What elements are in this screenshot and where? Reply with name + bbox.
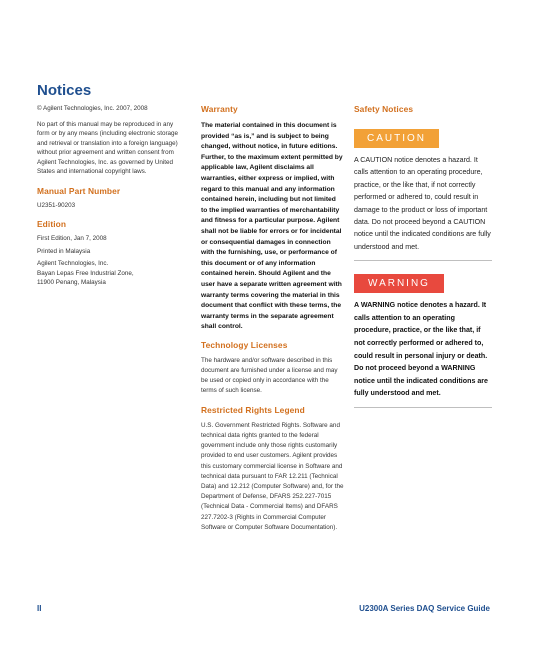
warning-text: A WARNING notice denotes a hazard. It calls attention to an operating procedure, practice, or the like that, if not correctly performed or adhered to, could result in personal injury or death. Do not proceed beyond a WARNING notice until the indicated conditions are fully understood and met. [354, 301, 489, 398]
address-line-2: Bayan Lepas Free Industrial Zone, [37, 269, 134, 277]
warranty-text: The material contained in this document is provided “as is,” and is subject to being changed, without notice, in future editions. Further, to the maximum extent permitted by applicable law, Agilent disclaims all warranties, either express or implied, with regard to this manual and any information contained herein, including but not limited to the implied warranties of merchantability and fitness for a particular purpose. Agilent shall not be liable for errors or for incidental or consequential damages in connection with the furnishing, use, or performance of this document or of any information contained herein. Should Agilent and the user have a separate written agreement with warranty terms covering the material in this document that conflict with these terms, the warranty terms in the separate agreement shall control. [201, 122, 343, 331]
page-title: Notices [37, 82, 92, 99]
address-line-3: 11900 Penang, Malaysia [37, 279, 106, 286]
edition-heading: Edition [37, 219, 67, 229]
manual-part-number-value: U2351-90203 [37, 201, 76, 209]
copyright-text: © Agilent Technologies, Inc. 2007, 2008 [37, 105, 148, 112]
restricted-rights-text: U.S. Government Restricted Rights. Software and technical data rights granted to the federal government include only those rights customarily provided to end user customers. Agilent provides this customary commercial license in Software and technical data pursuant to FAR 12.211 (Technical Data) and 12.212 (Computer Software) and, for the Department of Defense, DFARS 252.227-7015 (Technical Data - Commercial Items) and DFARS 227.7202-3 (Rights in Commercial Computer Software or Computer Software Documentation). [201, 421, 344, 531]
warning-divider [354, 407, 492, 408]
printed-in-text: Printed in Malaysia [37, 247, 91, 255]
page-number: II [37, 604, 42, 613]
technology-licenses-heading: Technology Licenses [201, 339, 288, 350]
technology-licenses-text: The hardware and/or software described in this document are furnished under a license and may be used or copied only in accordance with the terms of such license. [201, 356, 338, 395]
right-column [354, 104, 492, 408]
reproduction-notice: No part of this manual may be reproduced in any form or by any means (including electronic storage and retrieval or translation into a foreign language) without prior agreement and written consent from Agilent Technologies, Inc. as governed by United States and international copyright laws. [37, 120, 179, 175]
warranty-heading: Warranty [201, 104, 238, 114]
left-column [37, 104, 187, 288]
caution-text: A CAUTION notice denotes a hazard. It calls attention to an operating procedure, practice, or the like that, if not correctly performed or adhered to, could result in damage to the product or loss of important data. Do not proceed beyond a CAUTION notice until the indicated conditions are fully understood and met. [354, 156, 491, 251]
restricted-rights-heading: Restricted Rights Legend [201, 404, 305, 415]
middle-column [201, 104, 344, 533]
manual-part-number-heading: Manual Part Number [37, 185, 121, 196]
address-line-1: Agilent Technologies, Inc. [37, 260, 109, 267]
guide-title: U2300A Series DAQ Service Guide [359, 604, 490, 613]
safety-notices-heading: Safety Notices [354, 104, 414, 114]
warning-badge: WARNING [354, 274, 444, 293]
caution-badge: CAUTION [354, 129, 439, 148]
first-edition-text: First Edition, Jan 7, 2008 [37, 235, 107, 242]
